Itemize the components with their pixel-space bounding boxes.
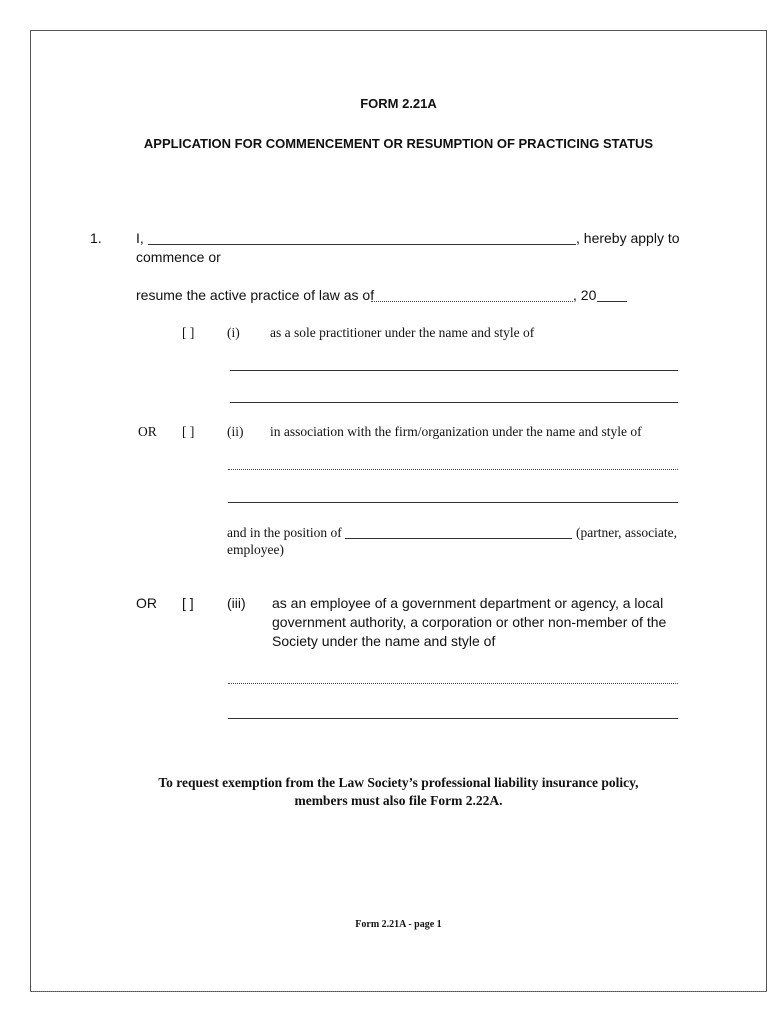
option-iii-numeral: (iii) [227, 595, 246, 611]
option-ii-checkbox[interactable]: [ ] [182, 424, 195, 439]
page-border [30, 30, 767, 992]
option-i-text: as a sole practitioner under the name and style of [270, 325, 535, 340]
item-number: 1. [90, 230, 102, 246]
hereby-apply-text: , hereby apply to [576, 230, 680, 246]
form-number: FORM 2.21A [360, 96, 437, 111]
year-field[interactable] [597, 301, 627, 302]
form-title: APPLICATION FOR COMMENCEMENT OR RESUMPTION OF PRACTICING STATUS [143, 136, 654, 151]
option-iii-line-3: Society under the name and style of [272, 633, 496, 649]
option-ii-firm-line-2[interactable] [228, 502, 678, 503]
notice-line-1: To request exemption from the Law Society’s professional liability insurance policy, [158, 775, 639, 790]
page-footer: Form 2.21A - page 1 [355, 919, 442, 930]
option-iii-line-1: as an employee of a government department or agency, a local [272, 595, 664, 611]
option-iii-name-line-2[interactable] [228, 718, 678, 719]
year-prefix: , 20 [573, 287, 597, 303]
i-label: I, [136, 230, 144, 246]
option-ii-or: OR [138, 424, 157, 439]
position-suffix-2: employee) [227, 542, 284, 557]
position-suffix: (partner, associate, [576, 525, 678, 540]
notice-line-2: members must also file Form 2.22A. [294, 793, 503, 808]
position-field[interactable] [345, 538, 572, 539]
option-iii-or: OR [136, 595, 157, 611]
option-ii-text: in association with the firm/organization under the name and style of [270, 424, 642, 439]
option-i-numeral: (i) [227, 325, 240, 340]
option-iii-name-line-1[interactable] [228, 683, 678, 684]
option-i-checkbox[interactable]: [ ] [182, 325, 195, 340]
option-iii-line-2: government authority, a corporation or other non-member of the [272, 614, 667, 630]
applicant-name-field[interactable] [148, 244, 576, 245]
option-ii-firm-line-1[interactable] [228, 469, 678, 470]
position-prefix: and in the position of [227, 525, 342, 540]
option-ii-numeral: (ii) [227, 424, 244, 439]
resume-text: resume the active practice of law as of [136, 287, 375, 303]
option-i-name-line-2[interactable] [230, 402, 678, 403]
commence-text: commence or [136, 249, 221, 265]
option-i-name-line-1[interactable] [230, 370, 678, 371]
option-iii-checkbox[interactable]: [ ] [182, 595, 194, 611]
bottom-divider [30, 991, 767, 992]
effective-date-field[interactable] [371, 301, 573, 302]
